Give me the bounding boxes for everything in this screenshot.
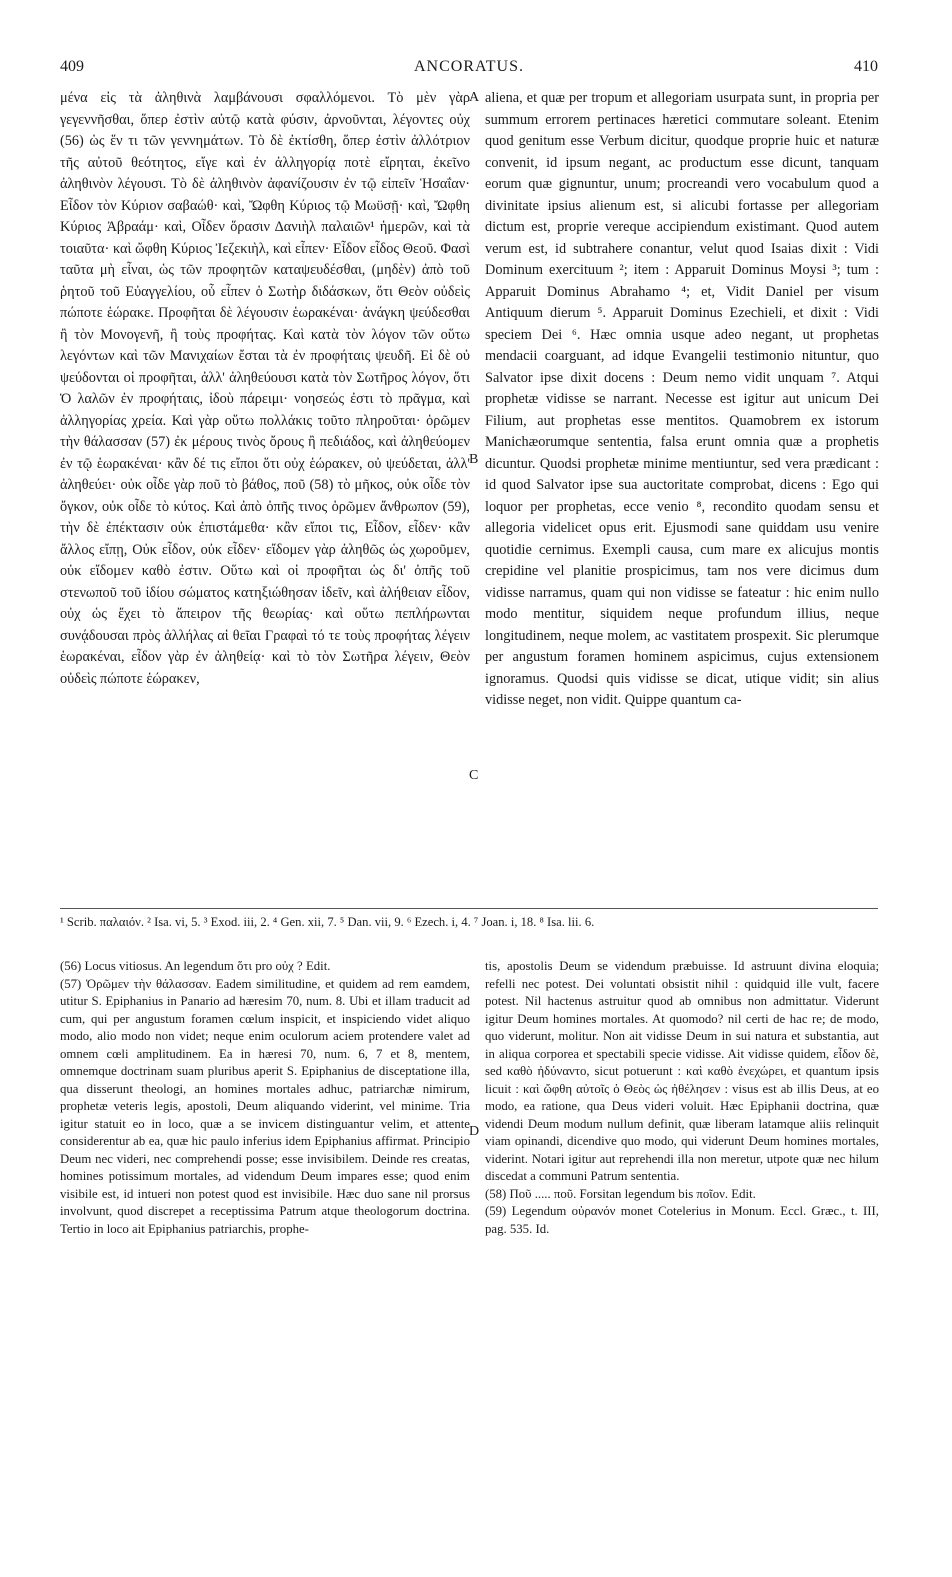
note-57: (57) Ὁρῶμεν τὴν θάλασσαν. Eadem similitudine, et quidem ad rem eamdem, utitur S. Epiphanius in Panario ad hæresim 70, num. 8. Ubi et illam traducit ad cum, qui per angustum foramen cœlum inspicit, et inspiciendo videt aliquo modo, alio modo non videt; neque enim oculorum aciem protendere valet ad omnem cœli amplitudinem. Ea in hæresi 70, num. 6, 7 et 8, mentem, omnemque doctrinam suam pluribus aperit S. Epiphanius de disceptatione illa, qua disserunt theologi, an homines mortales adhuc, patriarchæ nimirum, prophetæ veteris legis, apostoli, Deum aliquando viderint, vel minime. Tria igitur statuit eo in loco, quæ a se invicem distinguantur velim, et attente considerentur ab ea, quæ hic paulo inferius idem Epiphanius affirmat. Principio Deum nec videri, nec comprehendi posse; esse invisibilem. Deinde res creatas, homines potissimum mortales, ad videndum Deum impares esse; quod enim visibile est, id intueri non potest quod est invisibile. Hæc duo sane nil prorsus involvunt, quod discrepet a receptissima Patrum atque theologorum doctrina. Tertio in loco ait Epiphanius patriarchis, prophe- xyxy=(60,976,470,1236)
margin-mark-c: C xyxy=(469,768,479,783)
notes-left-column xyxy=(60,958,470,1558)
footnote-rule xyxy=(60,908,878,909)
greek-text: μένα εἰς τὰ ἀληθινὰ λαμβάνουσι σφαλλόμενοι. Τὸ μὲν γὰρ γεγεννῆσθαι, ὅπερ ἐστὶν αὐτῷ κατὰ φύσιν, ἀρνοῦνται, λέγοντες οὐχ (56) ὡς ἕν τι τῶν γεννημάτων. Τὸ δὲ ἐκτίσθη, ὅπερ ἐστὶν ἀλλότριον τῆς αὐτοῦ θεότητος, εἴγε καὶ ἐν ἀλληγορίᾳ ποτὲ εἴρηται, ἐκεῖνο ἀληθινὸν λέγουσι. Τὸ δὲ ἀληθινὸν ἀφανίζουσιν ἐν τῷ εἰπεῖν Ἡσαΐαν· Εἶδον τὸν Κύριον σαβαώθ· καὶ, Ὤφθη Κύριος τῷ Μωϋσῇ· καὶ, Ὤφθη Κύριος Ἀβραάμ· καὶ, Οἶδεν ὅρασιν Δανιὴλ παλαιῶν¹ ἡμερῶν, καὶ τὰ τοιαῦτα· καὶ ὤφθη Κύριος Ἰεζεκιὴλ, καὶ εἶπεν· Εἶδον εἶδος Θεοῦ. Φασὶ ταῦτα μὴ εἶναι, ὡς τῶν προφητῶν καταψευδέσθαι, (μηδὲν) ἀπὸ τοῦ ῥητοῦ τοῦ Εὐαγγελίου, οὗ εἶπεν ὁ Σωτὴρ διδάσκων, ὅτι Θεὸν οὐδεὶς πώποτε ἑώρακε. Προφῆται δὲ λέγουσιν ἑωρακέναι· ἀνάγκη ψεύδεσθαι ἢ τὸν Μονογενῆ, ἢ τοὺς προφήτας. Καὶ κατὰ τὸν λόγον τῶν οὕτω λεγόντων καὶ τῶν Μανιχαίων ἔσται τὰ ἐν προφήταις ψευδῆ. Εἰ δὲ οὐ ψεύδονται οἱ προφῆται, ἀλλ' ἀληθεύουσι κατὰ τὸν Σωτῆρος λόγον, ὅτι Ὁ λαλῶν ἐν προφήταις, ἰδοὺ πάρειμι· νοησεώς ἐστι τὸ πρᾶγμα, καὶ ἀλληγορίας χρεία. Καὶ γὰρ οὕτω πολλάκις τοῦτο πληροῦται· ὁρῶμεν τὴν θάλασσαν (57) ἐκ μέρους τινὸς ὄρους ἢ πεδιάδος, καὶ ἀληθεύομεν ἐν τῷ ἑωρακέναι· κἂν δέ τις εἴποι ὅτι οὐχ ἑώρακεν, οὐ ψεύδεται, ἀλλ' ἀληθεύει· οὐκ οἶδε γὰρ ποῦ τὸ βάθος, ποῦ (58) τὸ μῆκος, οὐκ οἶδε τὸν ὄγκον, οὐκ οἶδε τὸ κύτος. Καὶ ἀπὸ ὀπῆς τινος ὁρῶμεν ἄνθρωπον (59), τὴν δὲ ἐπέκτασιν οὐκ ἐπιστάμεθα· κἂν εἴποι τις, Εἶδον, εἶδεν· κἂν ἄλλος εἴπῃ, Οὐκ εἶδον, οὐκ εἶδεν· εἴδομεν γὰρ ἀληθῶς ὡς χωροῦμεν, οὐκ εἴδομεν καθὸ ἐστιν. Οὕτω καὶ οἱ προφῆται ὡς δι' ὀπῆς τοῦ στενωποῦ τοῦ ἰδίου σώματος κατηξιώθησαν ἰδεῖν, καὶ ἀλήθειαν εἶδον, οὐχ ὡς ἔχει τὸ ἄπειρον τῆς θεωρίας· καὶ οὕτω πεπλήρωνται συνᾴδουσαι πρὸς ἀλλήλας αἱ θεῖαι Γραφαὶ τό τε τοὺς προφήτας λέγειν ἑωρακέναι, εἶδον γὰρ ἐν ἀληθείᾳ· καὶ τὸ τὸν Σωτῆρα λέγειν, Θεὸν οὐδεὶς πώποτε ἑώρακεν, xyxy=(60,90,470,687)
latin-text: aliena, et quæ per tropum et allegoriam usurpata sunt, in propria per summum errorem pertinaces hæretici commutare soleant. Etenim quod genitum esse Verbum dicitur, quodque proprie huic et naturæ convenit, id ipsum negant, ac productum esse dicunt, tanquam eorum quæ gignuntur, unum; procreandi vero vocabulum quod a divinitate ipsius alienum est, si alicubi fortasse per allegoriam dictum est, proprie vereque accipiendum existimant. Quod autem verum est, id subtrahere conantur, velut quod Isaias dixit : Vidi Dominum exercituum ²; item : Apparuit Dominus Moysi ³; tum : Apparuit Dominus Abrahamo ⁴; et, Vidit Daniel per visum Antiquum dierum ⁵. Apparuit Dominus Ezechieli, et dixit : Vidi speciem Dei ⁶. Hæc omnia usque adeo negant, ut prophetas mendacii coarguant, ad idque Evangelii testimonio nituntur, quo Salvator ipse dixit docens : Deum nemo vidit unquam ⁷. Atqui prophetæ vidisse se narrant. Necesse est igitur aut unicum Dei Filium, aut prophetas esse mentitos. Quamobrem ex istorum Manichæorumque sententia, falsa erunt omnia quæ a prophetis dicuntur. Quodsi prophetæ minime mentiuntur, sed vera prædicant : id quod Salvator ipse sua auctoritate comprobat, dicens : Ego qui loquor per prophetas, ecce venio ⁸, recondito quodam sensu et allegoria videlicet opus erit. Ejusmodi sane quiddam usu venire quotidie cernimus. Exempli causa, cum mare ex alicujus montis crepidine vel planitie prospicimus, tam nos vere dicimus dum vidisse narramus, quam qui non vidisse se fateatur : hic enim nullo modo mentitur, siquidem neque profundum illius, neque longitudinem, neque molem, ac vastitatem prospexit. Sic plerumque per angustum foramen hominem aspicimus, cujus extensionem ignoramus. Quodsi quis vidisse se dicat, utique vidit; sin alius vidisse neget, non vidit. Quippe quantum ca- xyxy=(485,90,879,708)
scripture-footnotes: ¹ Scrib. παλαιόν. ² Isa. vi, 5. ³ Exod. iii, 2. ⁴ Gen. xii, 7. ⁵ Dan. vii, 9. ⁶ Ezech. i, 4. ⁷ Joan. i, 18. ⁸ Isa. lii. 6. xyxy=(60,915,595,929)
running-header xyxy=(60,58,878,82)
notes-right-column xyxy=(485,958,879,1558)
latin-column xyxy=(485,88,879,906)
running-title: ANCORATUS. xyxy=(413,58,524,75)
note-56: (56) Locus vitiosus. An legendum ὅτι pro οὐχ ? Edit. xyxy=(60,959,331,973)
greek-column xyxy=(60,88,470,906)
margin-mark-b: B xyxy=(469,452,479,467)
margin-mark-d: D xyxy=(469,1124,480,1139)
page-number-right: 410 xyxy=(854,58,878,75)
margin-mark-a: A xyxy=(469,90,480,105)
note-58: (58) Ποῦ ..... ποῦ. Forsitan legendum bis ποῖον. Edit. xyxy=(485,1186,756,1201)
page-number-left: 409 xyxy=(60,58,84,75)
note-59: (59) Legendum οὐρανόν monet Cotelerius in Monum. Eccl. Græc., t. III, pag. 535. Id. xyxy=(485,1204,879,1236)
note-57-continued: tis, apostolis Deum se videndum præbuisse. Id astruunt divina eloquia; refelli nec potest. Dei voluntati obsistit nihil : quidquid ille vult, facere potest. Nil hactenus astruitur quod ab omnibus non admittatur. Viderunt igitur Deum homines mortales. At quomodo? nil certi de hac re; de modo, quo viderunt, molitur. Non ait vidisse Deum in sui natura et substantia, aut in aliqua corporea et spectabili specie vidisse. Ait vidisse quidem, εἶδον δὲ, sed καθὸ ἠδύναντο, sicut potuerunt : καὶ καθὸ ἐνεχώρει, et quantum ipsis licuit : καὶ ὤφθη αὐτοῖς ὁ Θεὸς ὡς ἠθέλησεν : visus est ab illis Deus, at eo modo, ea ratione, qua Deus videri voluit. Hæc Epiphanii doctrina, quæ videndi Deum modum nullum definit, quæ liberam latamque aliis relinquit viam opinandi, dicendive quo modo, qui viderunt Deum homines mortales, viderint. Notari igitur aut reprehendi illa non meretur, utpote quæ nec hilum discedat a communi Patrum sententia. xyxy=(485,959,879,1183)
